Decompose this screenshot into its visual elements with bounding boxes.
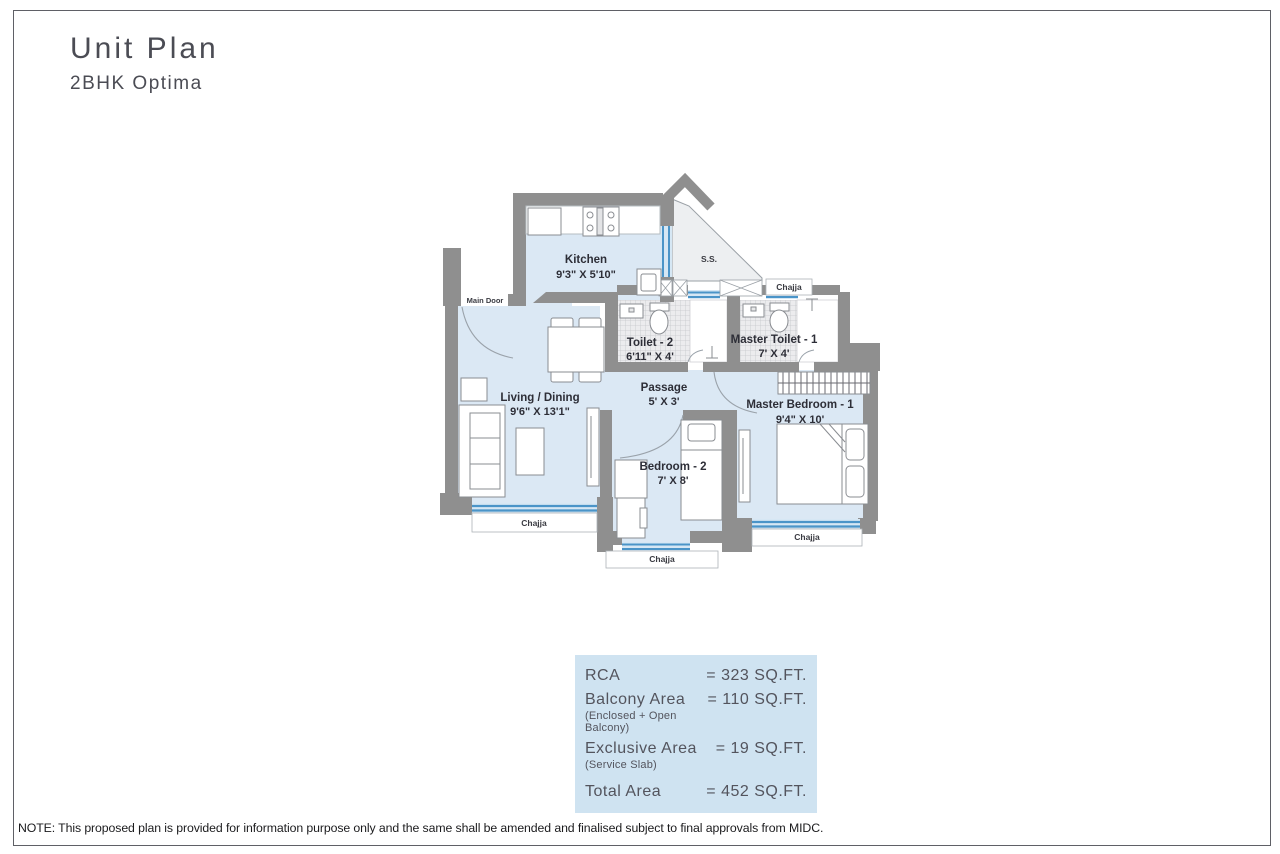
bedroom2-dims: 7' X 8' xyxy=(657,475,689,487)
coffee-table xyxy=(516,428,544,475)
page-subtitle: 2BHK Optima xyxy=(70,73,203,94)
bed-double xyxy=(777,424,868,504)
wc-toilet2 xyxy=(650,303,669,334)
side-table xyxy=(461,378,487,401)
bedroom2-window xyxy=(622,542,690,551)
master-toilet-dims: 7' X 4' xyxy=(758,348,790,360)
table-row-total xyxy=(575,779,817,803)
exclusive-sublabel: (Service Slab) xyxy=(585,759,657,771)
living-label: Living / Dining xyxy=(500,392,580,404)
washbasin-master-toilet xyxy=(743,304,764,317)
exclusive-label: Exclusive Area xyxy=(585,740,697,757)
washbasin-toilet2 xyxy=(620,304,643,318)
chajja-label-master: Chajja xyxy=(794,532,820,542)
living-dims: 9'6" X 13'1" xyxy=(510,406,570,418)
chajja-label-living: Chajja xyxy=(521,518,547,528)
passage-dims: 5' X 3' xyxy=(648,396,680,408)
tv-unit-living xyxy=(587,408,599,486)
sofa xyxy=(459,405,505,497)
master-bedroom-window xyxy=(752,519,860,529)
table-row-exclusive xyxy=(575,736,817,773)
kitchen-dims: 9'3" X 5'10" xyxy=(556,269,616,281)
total-value: = 452 SQ.FT. xyxy=(706,783,807,800)
dining-set xyxy=(548,318,604,382)
toilet2-window xyxy=(688,290,720,299)
chajja-label-top: Chajja xyxy=(776,282,802,292)
living-window xyxy=(472,503,597,513)
stove-icon xyxy=(583,207,619,236)
toilet2-dims: 6'11" X 4' xyxy=(626,351,674,363)
ss-label: S.S. xyxy=(700,254,718,264)
kitchen-label: Kitchen xyxy=(564,254,608,266)
disclaimer-note: NOTE: This proposed plan is provided for information purpose only and the same shall be amended and finalised subject to final approvals from MIDC. xyxy=(18,821,824,835)
main-door-label: Main Door xyxy=(466,296,504,305)
master-bedroom-dims: 9'4" X 10' xyxy=(775,414,825,426)
table-row-rca xyxy=(575,663,817,687)
area-summary-table xyxy=(575,655,817,813)
wardrobe xyxy=(778,372,870,394)
rca-label: RCA xyxy=(585,667,621,684)
rca-value: = 323 SQ.FT. xyxy=(706,667,807,684)
master-toilet-label: Master Toilet - 1 xyxy=(730,334,818,346)
bedroom2-label: Bedroom - 2 xyxy=(639,461,707,473)
passage-label: Passage xyxy=(640,382,688,394)
page-title: Unit Plan xyxy=(70,32,219,65)
wardrobe-strip xyxy=(739,430,750,502)
total-label: Total Area xyxy=(585,783,662,800)
balcony-label: Balcony Area xyxy=(585,691,686,708)
service-slab-area xyxy=(672,199,762,281)
kitchen-sink xyxy=(637,269,661,295)
fridge xyxy=(528,208,561,235)
table-row-balcony xyxy=(575,687,817,736)
wc-master-toilet xyxy=(770,303,789,332)
dresser xyxy=(617,498,647,538)
kitchen-window xyxy=(660,226,672,277)
balcony-sublabel: (Enclosed + Open Balcony) xyxy=(585,710,677,734)
chajja-label-bedroom2: Chajja xyxy=(649,554,675,564)
exclusive-value: = 19 SQ.FT. xyxy=(715,740,807,757)
master-bedroom-label: Master Bedroom - 1 xyxy=(746,399,854,411)
balcony-value: = 110 SQ.FT. xyxy=(707,691,807,708)
toilet2-label: Toilet - 2 xyxy=(626,337,674,349)
